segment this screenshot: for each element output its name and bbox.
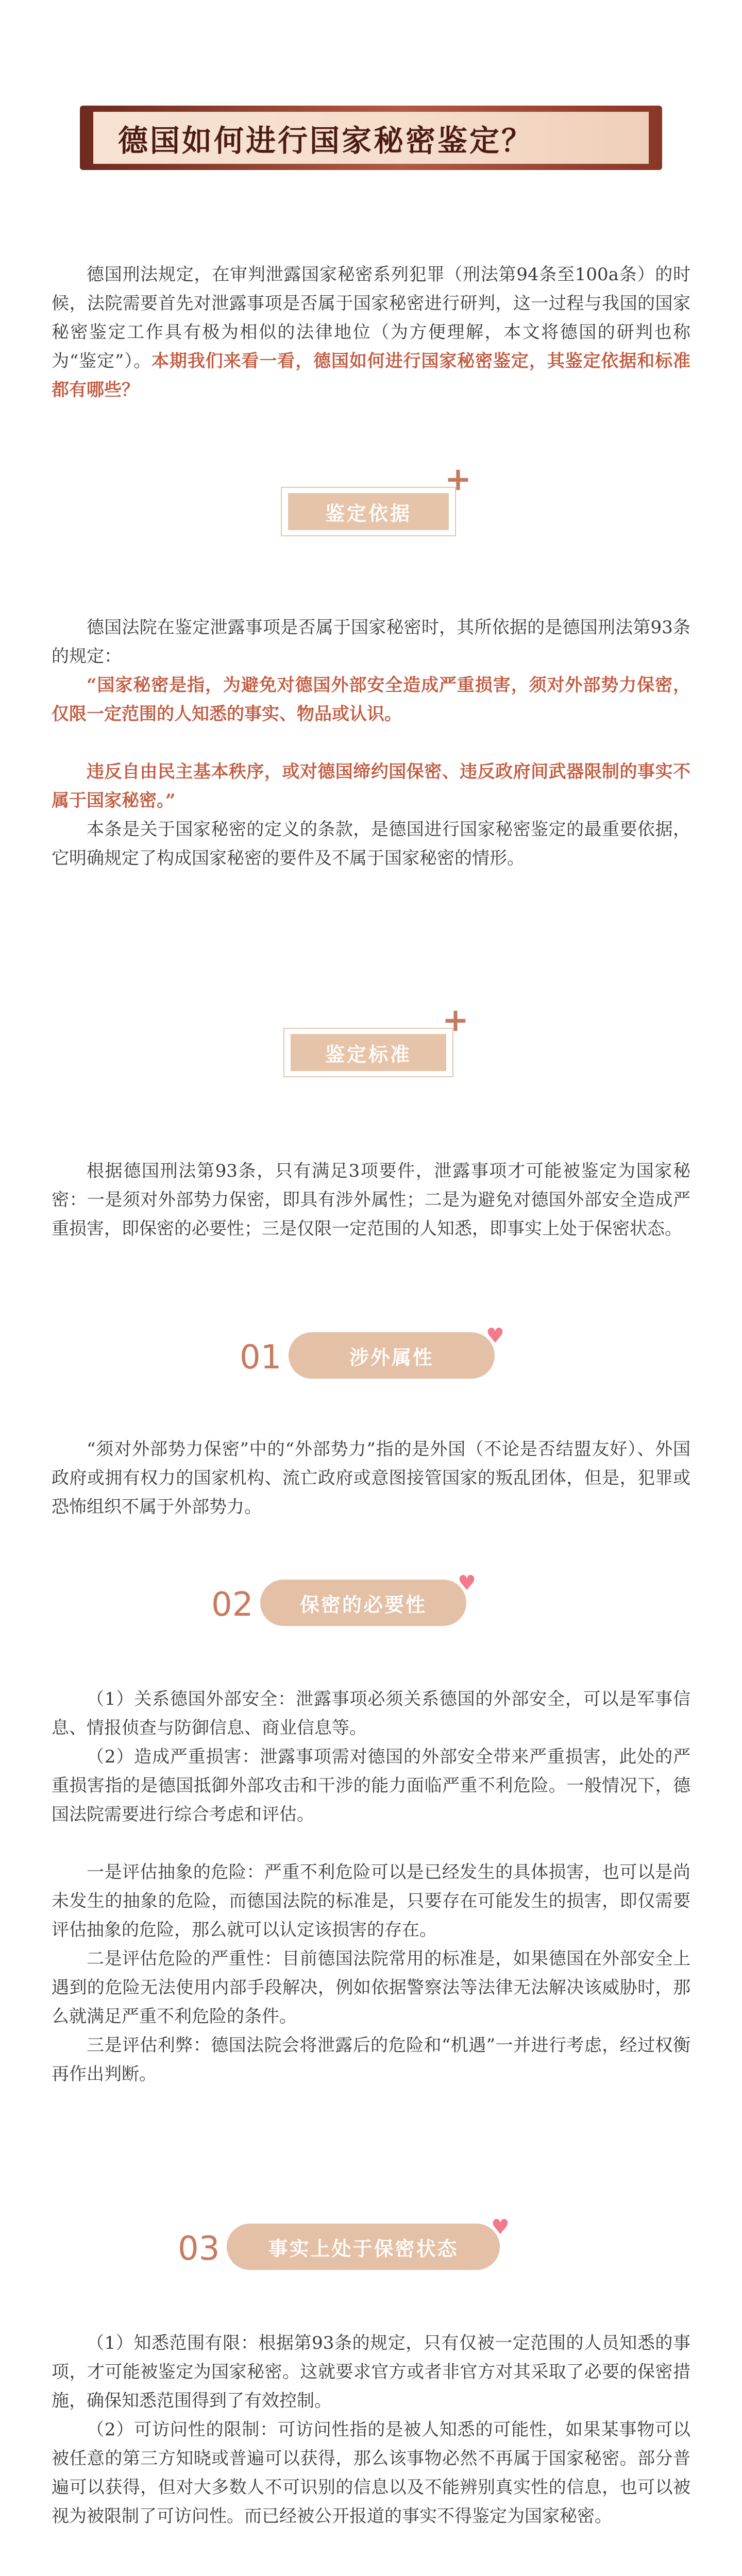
subheading-label: 涉外属性: [349, 1345, 434, 1369]
subheading-label: 事实上处于保密状态: [268, 2236, 459, 2260]
basis-paragraph-1: 德国法院在鉴定泄露事项是否属于国家秘密时，其所依据的是德国刑法第93条的规定：: [52, 617, 690, 667]
section-label: 鉴定依据: [325, 501, 412, 525]
subheading-label: 保密的必要性: [299, 1592, 427, 1616]
basis-paragraph-2: 本条是关于国家秘密的定义的条款，是德国进行国家秘密鉴定的最重要依据，它明确规定了构成国家秘密的要件及不属于国家秘密的情形。: [52, 819, 690, 869]
heart-icon: ♥: [486, 1324, 504, 1348]
section-label-fill: [288, 493, 449, 530]
basis-quote-1: “国家秘密是指，为避免对德国外部安全造成严重损害，须对外部势力保密，仅限一定范围的人知悉的事实、物品或认识。: [52, 675, 690, 724]
subheading-02: [211, 1571, 520, 1630]
intro-paragraph: [52, 260, 690, 404]
subheading-pill: [260, 1580, 466, 1626]
subheading-03: [178, 2215, 549, 2274]
section-label-fill: [291, 1034, 446, 1071]
subheading-pill: [289, 1332, 495, 1379]
item-02-paragraph-3: 一是评估抽象的危险：严重不利危险可以是已经发生的具体损害，也可以是尚未发生的抽象的危险，而德国法院的标准是，只要存在可能发生的损害，即仅需要评估抽象的危险，那么就可以认定该损害的存在。: [52, 1862, 690, 1940]
heart-icon: ♥: [458, 1571, 476, 1595]
intro-highlight: 本期我们来看一看，德国如何进行国家秘密鉴定，其鉴定依据和标准都有哪些？: [52, 351, 690, 400]
subheading-number: 03: [178, 2230, 220, 2268]
item-03-paragraph-1: （1）知悉范围有限：根据第93条的规定，只有仅被一定范围的人员知悉的事项，才可能被鉴定为国家秘密。这就要求官方或者非官方对其采取了必要的保密措施，确保知悉范围得到了有效控制。: [52, 2333, 690, 2411]
title-banner: [80, 106, 662, 170]
section-label: 鉴定标准: [325, 1042, 412, 1066]
subheading-number: 02: [211, 1586, 254, 1624]
item-03-paragraph-2: （2）可访问性的限制：可访问性指的是被人知悉的可能性，如果某事物可以被任意的第三方知晓或普遍可以获得，那么该事物必然不再属于国家秘密。部分普遍可以获得，但对大多数人不可识别的信息以及不能辨别真实性的信息，也可以被视为被限制了可访问性。而已经被公开报道的事实不得鉴定为国家秘密。: [52, 2419, 690, 2527]
intro-text: 德国刑法规定，在审判泄露国家秘密系列犯罪（刑法第94条至100a条）的时候，法院需要首先对泄露事项是否属于国家秘密进行研判，这一过程与我国的国家秘密鉴定工作具有极为相似的法律地位（为方便理解，本文将德国的研判也称为“鉴定”）。: [52, 264, 690, 371]
item-01-paragraph: “须对外部势力保密”中的“外部势力”指的是外国（不论是否结盟友好）、外国政府或拥有权力的国家机构、流亡政府或意图接管国家的叛乱团体，但是，犯罪或恐怖组织不属于外部势力。: [52, 1439, 690, 1517]
plus-icon: +: [442, 1001, 469, 1039]
item-02-paragraph-4: 二是评估危险的严重性：目前德国法院常用的标准是，如果德国在外部安全上遇到的危险无法使用内部手段解决，例如依据警察法等法律无法解决该威胁时，那么就满足严重不利危险的条件。: [52, 1948, 690, 2027]
item-02-paragraph-2: （2）造成严重损害：泄露事项需对德国的外部安全带来严重损害，此处的严重损害指的是德国抵御外部攻击和干涉的能力面临严重不利危险。一般情况下，德国法院需要进行综合考虑和评估。: [52, 1747, 690, 1825]
standard-paragraph-1: 根据德国刑法第93条，只有满足3项要件，泄露事项才可能被鉴定为国家秘密：一是须对外部势力保密，即具有涉外属性；二是为避免对德国外部安全造成严重损害，即保密的必要性；三是仅限一定范围的人知悉，即事实上处于保密状态。: [52, 1161, 690, 1239]
title-banner-inner: [93, 112, 649, 164]
heart-icon: ♥: [491, 2215, 510, 2239]
subheading-01: [240, 1324, 528, 1383]
item-02-paragraph-5: 三是评估利弊：德国法院会将泄露后的危险和“机遇”一并进行考虑，经过权衡再作出判断。: [52, 2035, 690, 2084]
page-title: 德国如何进行国家秘密鉴定？: [118, 123, 534, 158]
subheading-pill: [227, 2224, 500, 2270]
section-basis-heading: [281, 460, 471, 536]
subheading-number: 01: [240, 1338, 282, 1377]
section-standard-heading: [283, 1001, 469, 1077]
item-02-paragraph-1: （1）关系德国外部安全：泄露事项必须关系德国的外部安全，可以是军事信息、情报侦查与防御信息、商业信息等。: [52, 1689, 690, 1738]
basis-quote-2: 违反自由民主基本秩序，或对德国缔约国保密、违反政府间武器限制的事实不属于国家秘密。”: [52, 761, 690, 811]
plus-icon: +: [445, 460, 471, 498]
